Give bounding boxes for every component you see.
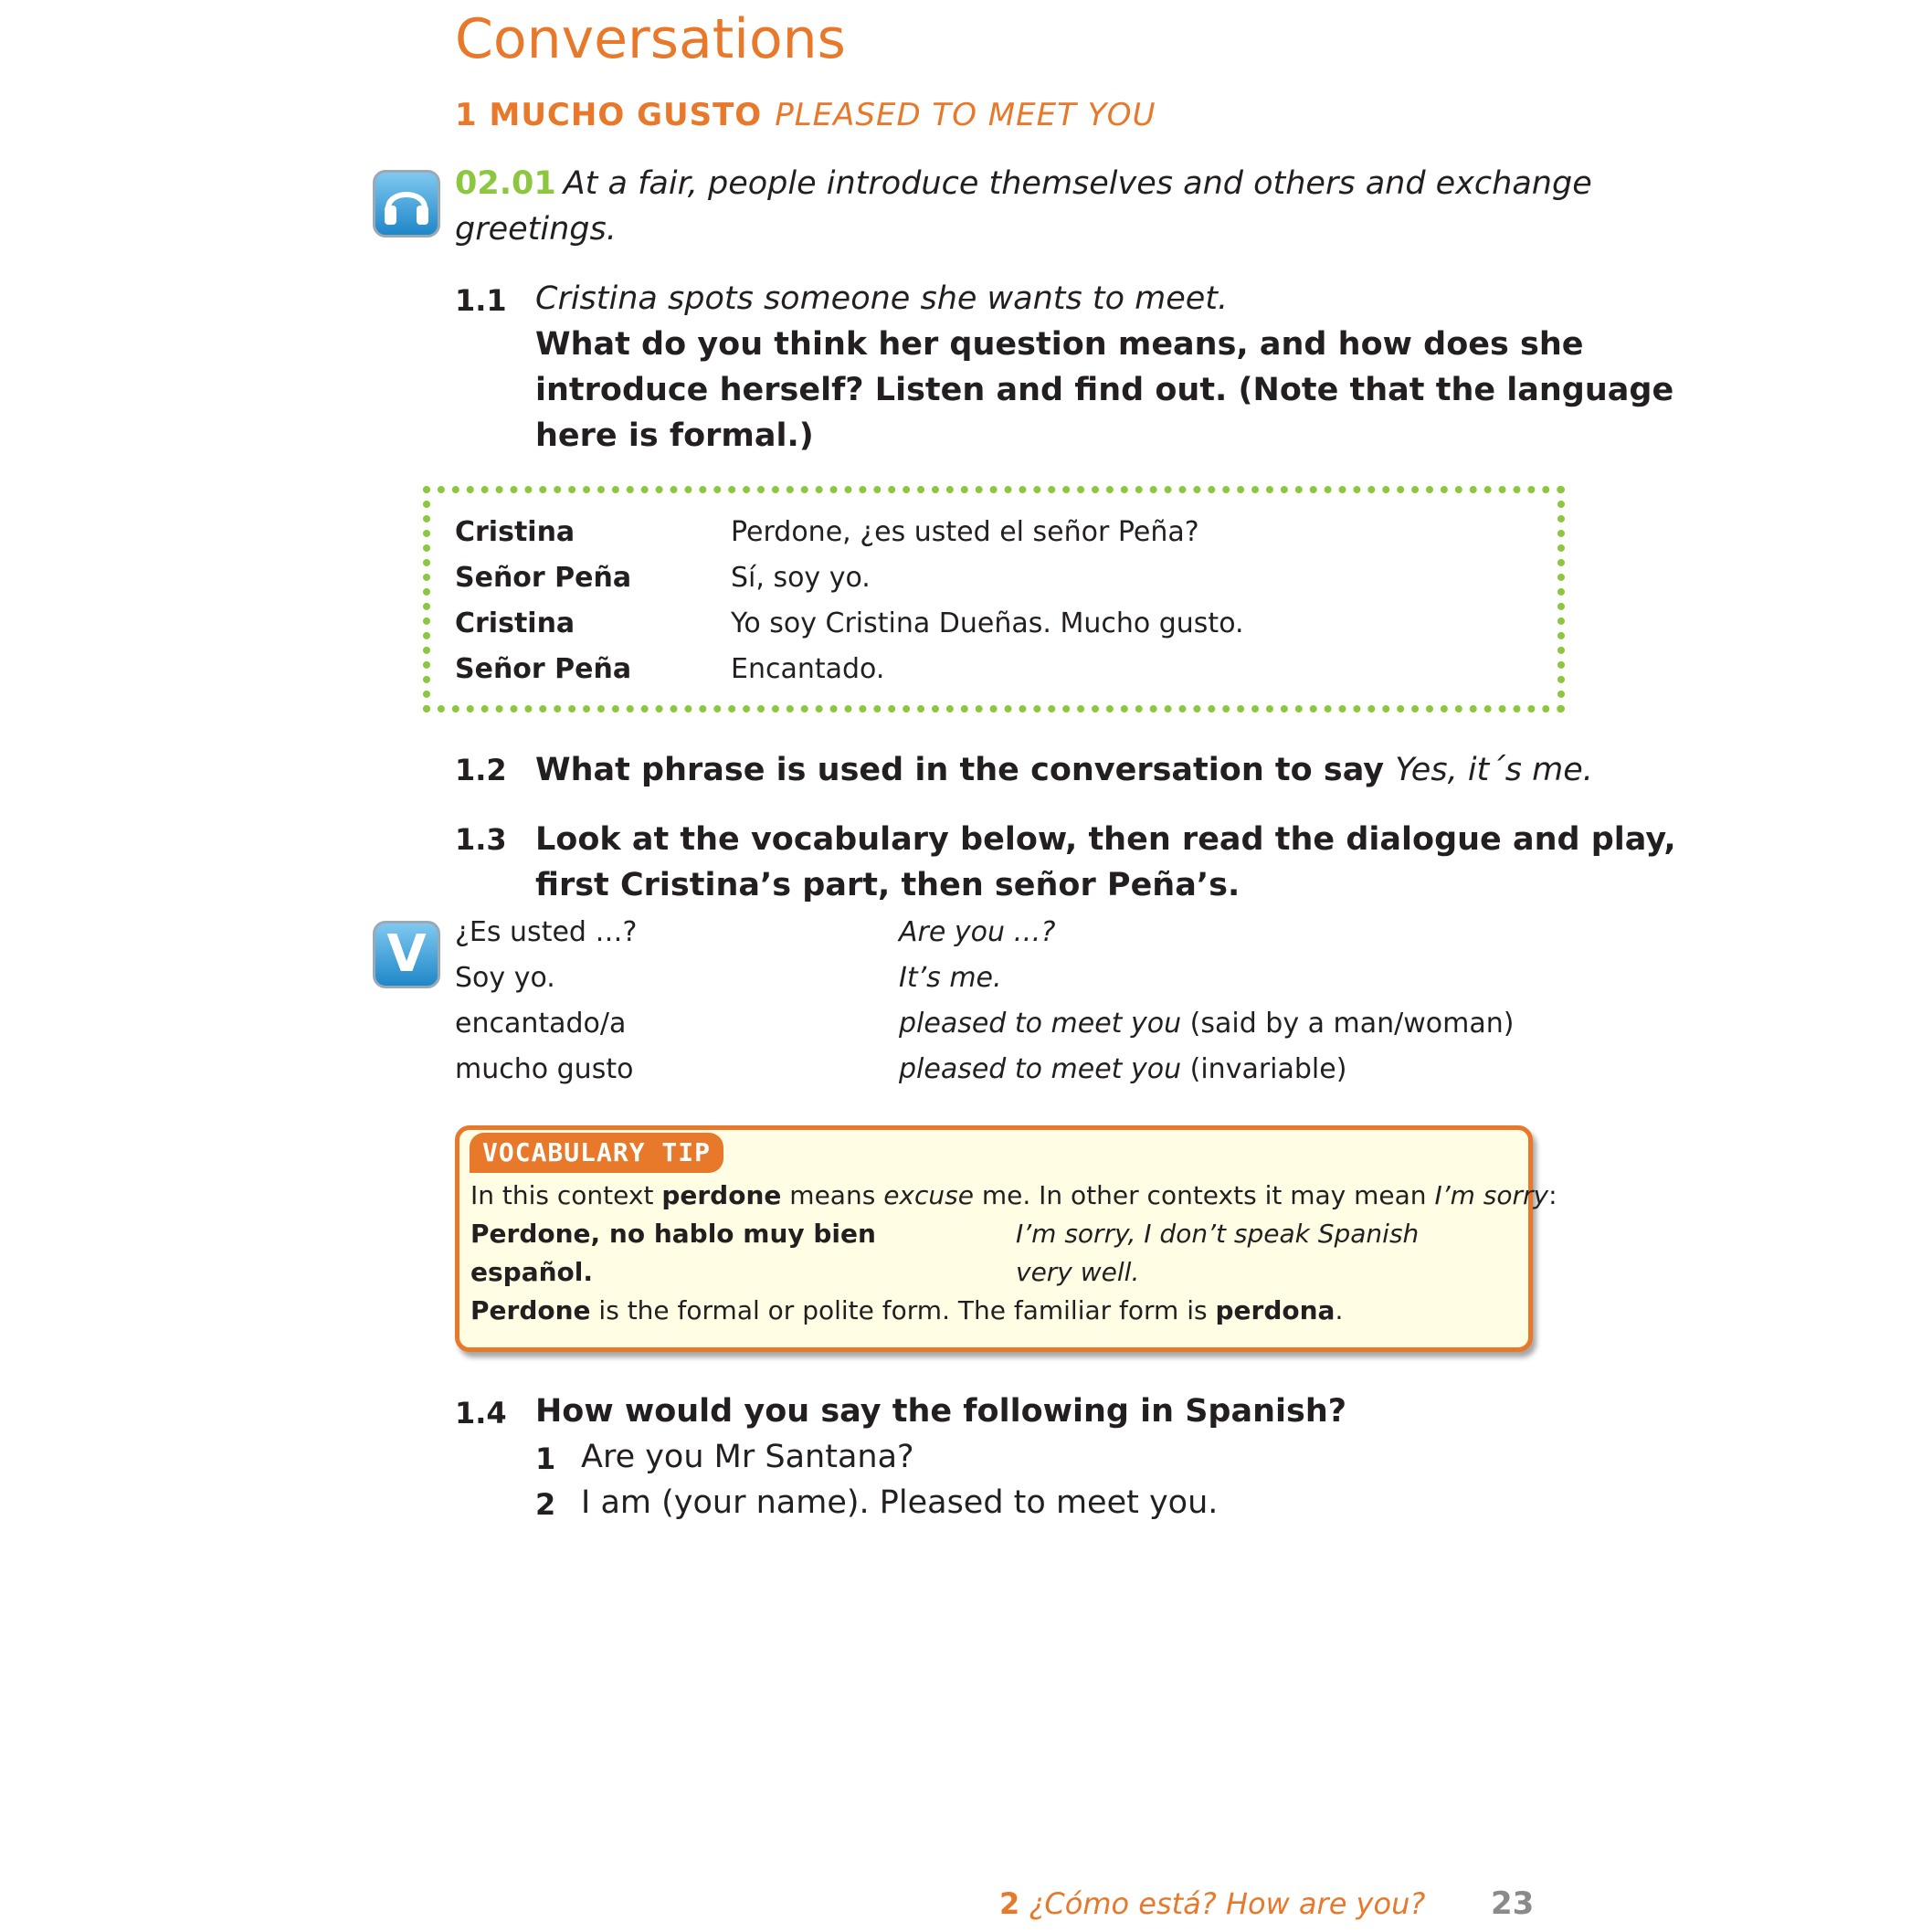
tip-example-english: very well. <box>1016 1257 1140 1287</box>
vocab-english-text: pleased to meet you <box>899 1008 1182 1040</box>
audio-intro-text: At a fair, people introduce themselves and others and exchange greetings. <box>455 165 1592 248</box>
vocab-english-text: Are you …? <box>899 916 1056 948</box>
list-item-number: 2 <box>535 1487 556 1522</box>
exercise-instruction-line: introduce herself? Listen and find out. (Note that the language <box>535 372 1674 408</box>
vocab-note: (invariable) <box>1181 1053 1347 1085</box>
vocab-english <box>899 910 1055 955</box>
exercise-number: 1.3 <box>455 822 507 857</box>
tip-text: : <box>1548 1180 1557 1210</box>
dialogue-speaker: Cristina <box>455 607 575 639</box>
vocab-english <box>899 1001 1514 1047</box>
tip-line <box>470 1292 1343 1330</box>
dialogue-line: Encantado. <box>731 653 885 685</box>
exercise-question-text: What phrase is used in the conversation to say <box>535 752 1385 788</box>
exercise-instruction-line: here is formal.) <box>535 417 814 454</box>
vocab-english-text: It’s me. <box>899 962 1002 994</box>
tip-example-spanish: español. <box>470 1257 593 1287</box>
subheading <box>455 95 1156 135</box>
tip-text: In this context <box>470 1180 662 1210</box>
dialogue-line: Yo soy Cristina Dueñas. Mucho gusto. <box>731 607 1244 639</box>
footer-chapter <box>999 1884 1425 1924</box>
vocab-spanish: Soy yo. <box>455 962 555 994</box>
footer-chapter-number: 2 <box>999 1886 1020 1921</box>
exercise-question <box>535 747 1593 793</box>
tip-italic: excuse <box>883 1180 974 1210</box>
list-item-number: 1 <box>535 1441 556 1476</box>
tip-text: . <box>1335 1295 1344 1325</box>
tip-example-english: I’m sorry, I don’t speak Spanish <box>1016 1219 1420 1249</box>
dialogue-speaker: Señor Peña <box>455 562 632 594</box>
tip-line <box>470 1177 1557 1215</box>
tip-example-spanish: Perdone, no hablo muy bien <box>470 1219 876 1249</box>
tip-italic: I’m sorry <box>1434 1180 1549 1210</box>
list-item: Are you Mr Santana? <box>581 1439 914 1475</box>
tip-term: Perdone <box>470 1295 591 1325</box>
vocab-english <box>899 955 1002 1001</box>
tip-term: perdone <box>661 1180 782 1210</box>
tip-text: is the formal or polite form. The familiar form is <box>590 1295 1216 1325</box>
subheading-english: PLEASED TO MEET YOU <box>775 97 1156 133</box>
section-title: Conversations <box>455 7 846 71</box>
vocabulary-tip-label: VOCABULARY TIP <box>470 1133 723 1173</box>
exercise-number: 1.2 <box>455 753 507 787</box>
exercise-instruction-line: What do you think her question means, and how does she <box>535 326 1584 363</box>
dialogue-speaker: Cristina <box>455 516 575 548</box>
vocab-english <box>899 1047 1346 1093</box>
subheading-spanish: 1 MUCHO GUSTO <box>455 97 763 133</box>
headphones-icon[interactable] <box>373 170 440 238</box>
vocabulary-icon-letter: V <box>386 924 427 984</box>
vocab-spanish: mucho gusto <box>455 1053 634 1085</box>
vocab-english-text: pleased to meet you <box>899 1053 1182 1085</box>
list-item: I am (your name). Pleased to meet you. <box>581 1484 1219 1521</box>
vocabulary-v-icon <box>373 921 440 988</box>
tip-text: me. In other contexts it may mean <box>973 1180 1435 1210</box>
exercise-number: 1.1 <box>455 283 507 318</box>
exercise-instruction-line: first Cristina’s part, then señor Peña’s. <box>535 867 1240 903</box>
vocab-spanish: encantado/a <box>455 1008 627 1040</box>
vocab-spanish: ¿Es usted …? <box>455 916 638 948</box>
dialogue-line: Perdone, ¿es usted el señor Peña? <box>731 516 1199 548</box>
dialogue-line: Sí, soy yo. <box>731 562 871 594</box>
vocab-note: (said by a man/woman) <box>1181 1008 1515 1040</box>
exercise-question: How would you say the following in Spanish? <box>535 1393 1347 1430</box>
dialogue-speaker: Señor Peña <box>455 653 632 685</box>
tip-term: perdona <box>1215 1295 1336 1325</box>
exercise-context: Cristina spots someone she wants to meet. <box>535 280 1229 317</box>
exercise-question-italic: Yes, it´s me. <box>1395 752 1593 788</box>
page-number: 23 <box>1491 1885 1535 1922</box>
tip-text: means <box>781 1180 884 1210</box>
audio-intro <box>455 161 1615 252</box>
audio-track-code: 02.01 <box>455 165 556 202</box>
exercise-number: 1.4 <box>455 1396 507 1431</box>
exercise-instruction-line: Look at the vocabulary below, then read the dialogue and play, <box>535 821 1676 858</box>
footer-chapter-title: ¿Cómo está? How are you? <box>1029 1886 1426 1921</box>
